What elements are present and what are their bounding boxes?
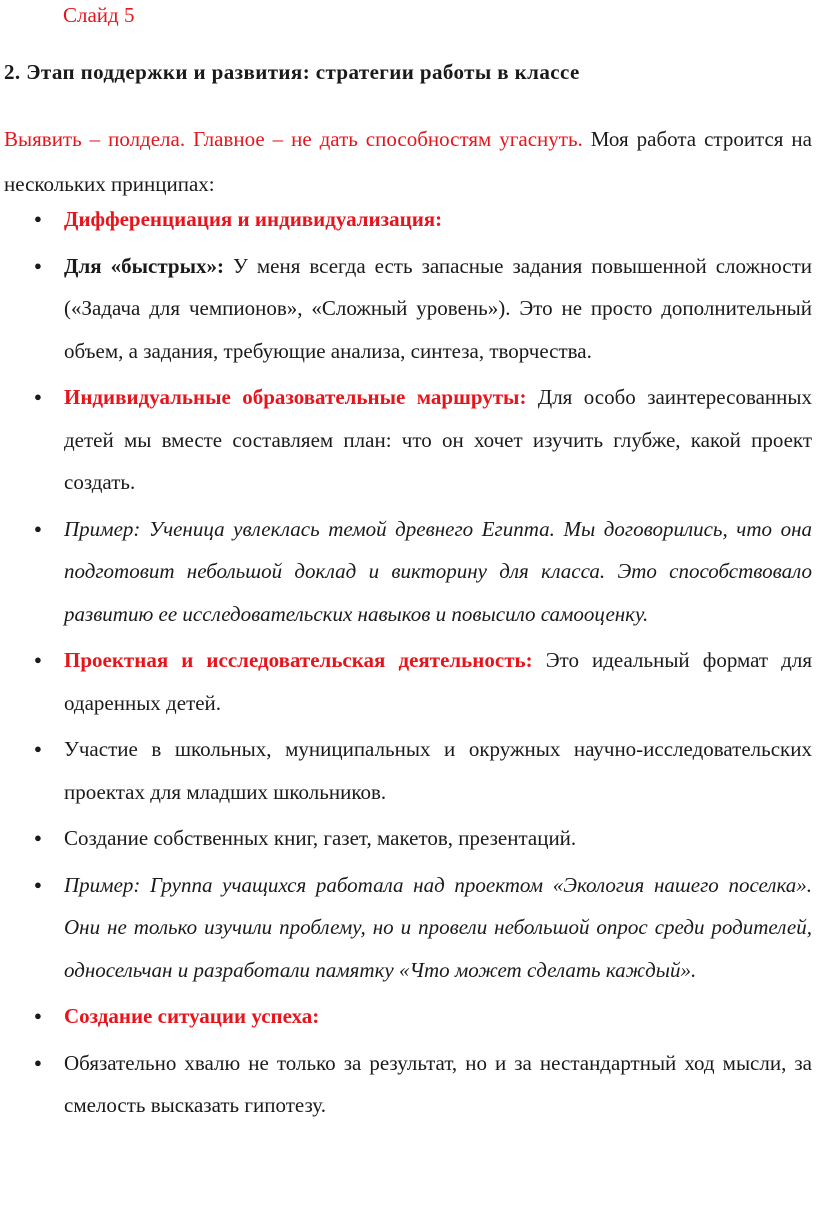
bullet-icon: ● xyxy=(34,1054,42,1070)
bullet-icon: ● xyxy=(34,741,42,756)
bullet-icon: ● xyxy=(34,876,42,892)
bullet-icon: ● xyxy=(34,830,42,845)
bullet-icon: ● xyxy=(34,211,42,226)
item-lead: Для «быстрых»: xyxy=(64,253,224,278)
item-lead: Проектная и исследовательская деятельность: xyxy=(64,648,533,672)
section-heading: 2. Этап поддержки и развития: стратегии работы в классе xyxy=(4,60,580,84)
intro-highlight: Выявить – полдела. Главное – не дать способностям угаснуть. xyxy=(4,127,583,151)
bullet-list xyxy=(0,198,816,1131)
list-item xyxy=(34,376,812,504)
item-text: Это идеальный формат для одаренных детей. xyxy=(64,648,812,715)
item-lead: Создание ситуации успеха: xyxy=(64,1004,320,1028)
bullet-icon: ● xyxy=(34,652,42,667)
list-item xyxy=(34,245,812,373)
item-text: Для особо заинтересованных детей мы вместе составляем план: что он хочет изучить глубже, какой проект создать. xyxy=(64,385,812,494)
list-item xyxy=(34,864,812,992)
bullet-icon: ● xyxy=(34,520,42,536)
list-item xyxy=(34,198,812,241)
list-item xyxy=(34,728,812,813)
item-text: Пример: Ученица увлеклась темой древнего Египта. Мы договорились, что она подготовит небольшой доклад и викторину для класса. Это способствовало развитию ее исследовательских навыков и повысило самооценку. xyxy=(64,516,812,626)
item-text: Создание собственных книг, газет, макетов, презентаций. xyxy=(64,826,577,850)
list-item xyxy=(34,639,812,724)
list-item xyxy=(34,508,812,636)
list-item xyxy=(34,817,812,860)
slide-label: Слайд 5 xyxy=(63,3,135,27)
bullet-icon: ● xyxy=(34,389,42,404)
intro-paragraph xyxy=(4,117,812,207)
bullet-icon: ● xyxy=(34,257,42,273)
item-text: Пример: Группа учащихся работала над проектом «Экология нашего поселка». Они не только изучили проблему, но и провели небольшой опрос среди родителей, односельчан и разработали памятку «Что может сделать каждый». xyxy=(64,872,812,982)
item-text: У меня всегда есть запасные задания повышенной сложности («Задача для чемпионов», «Сложный уровень»). Это не просто дополнительный объем, а задания, требующие анализа, синтеза, творчества. xyxy=(64,253,812,363)
intro-text: Моя работа строится на нескольких принципах: xyxy=(4,127,812,196)
item-text: Участие в школьных, муниципальных и окружных научно-исследовательских проектах для младших школьников. xyxy=(64,737,812,804)
bullet-icon: ● xyxy=(34,1008,42,1023)
list-item xyxy=(34,1042,812,1127)
list-item xyxy=(34,995,812,1038)
item-lead: Индивидуальные образовательные маршруты: xyxy=(64,385,527,409)
item-text: Обязательно хвалю не только за результат, но и за нестандартный ход мысли, за смелость высказать гипотезу. xyxy=(64,1050,812,1117)
item-lead: Дифференциация и индивидуализация: xyxy=(64,207,443,231)
